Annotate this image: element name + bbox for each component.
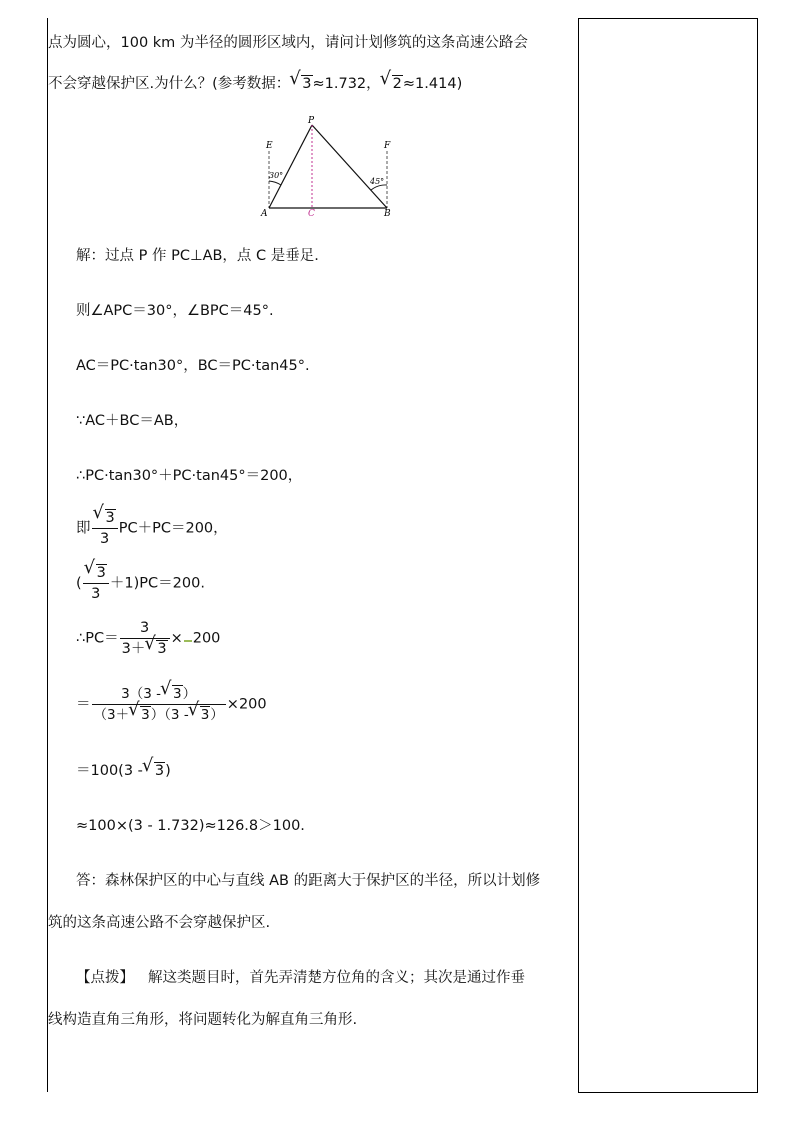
angle-arc-left bbox=[269, 181, 281, 185]
table-border-top bbox=[578, 18, 758, 19]
step-text: ) bbox=[165, 763, 171, 779]
sqrt-3 bbox=[131, 705, 151, 725]
fraction-denominator bbox=[120, 638, 170, 659]
triangle-diagram bbox=[255, 113, 405, 223]
table-border-middle bbox=[578, 18, 579, 1092]
fraction-rationalized bbox=[92, 684, 226, 725]
radicand: 3 bbox=[157, 641, 167, 657]
tip-label: 【点拨】 bbox=[76, 970, 134, 986]
tip-line-1 bbox=[76, 968, 525, 988]
sqrt-3 bbox=[191, 705, 211, 725]
answer-line-1: 答：森林保护区的中心与直线 AB 的距离大于保护区的半径，所以计划修 bbox=[76, 873, 541, 889]
answer-line-2: 筑的这条高速公路不会穿越保护区. bbox=[48, 915, 271, 931]
sqrt-3 bbox=[145, 761, 165, 781]
radicand: 3 bbox=[105, 510, 115, 526]
solution-step-5: ∴PC·tan30°＋PC·tan45°＝200， bbox=[76, 468, 303, 484]
problem-text: ≈1.732， bbox=[312, 76, 381, 92]
label-b: B bbox=[384, 209, 391, 219]
problem-line-1: 点为圆心，100 km 为半径的圆形区域内，请问计划修筑的这条高速公路会 bbox=[48, 35, 528, 51]
solution-step-8 bbox=[76, 618, 220, 659]
radicand: 2 bbox=[392, 76, 402, 92]
sqrt-3 bbox=[87, 563, 107, 583]
step-text: PC＋PC＝200， bbox=[118, 520, 228, 537]
solution-step-6 bbox=[76, 508, 228, 549]
tip-text: 解这类题目时，首先弄清楚方位角的含义；其次是通过作垂 bbox=[148, 970, 525, 986]
step-text: （3＋ bbox=[93, 707, 130, 723]
label-c: C bbox=[308, 209, 315, 219]
sqrt-3 bbox=[147, 639, 167, 659]
solution-step-9 bbox=[76, 684, 267, 725]
segment-ap bbox=[269, 125, 312, 208]
step-text: ∴PC＝ bbox=[76, 630, 119, 647]
fraction-denominator bbox=[92, 704, 226, 725]
step-text: ＋1)PC＝200. bbox=[109, 575, 205, 592]
sqrt-3 bbox=[292, 74, 312, 94]
fraction-sqrt3-over-3 bbox=[92, 508, 118, 549]
angle-label-left: 30° bbox=[269, 171, 284, 180]
step-text: 200 bbox=[192, 630, 221, 647]
radicand: 3 bbox=[96, 565, 106, 581]
problem-line-2 bbox=[48, 74, 462, 94]
radicand: 3 bbox=[200, 707, 210, 723]
fraction-numerator: 3 bbox=[139, 620, 150, 636]
radicand: 3 bbox=[302, 76, 312, 92]
solution-step-3: AC＝PC·tan30°，BC＝PC·tan45°. bbox=[76, 358, 310, 374]
sqrt-3 bbox=[163, 684, 183, 704]
fraction-numerator bbox=[92, 508, 118, 528]
label-e: E bbox=[266, 141, 273, 151]
label-p: P bbox=[308, 116, 315, 126]
radicand: 3 bbox=[173, 686, 182, 702]
step-text: ( bbox=[76, 575, 82, 592]
highlight-mark bbox=[184, 636, 192, 642]
step-text: 3＋ bbox=[121, 641, 146, 657]
tip-line-2: 线构造直角三角形，将问题转化为解直角三角形. bbox=[48, 1012, 358, 1028]
table-border-right bbox=[757, 18, 758, 1092]
table-border-bottom bbox=[578, 1092, 758, 1093]
fraction-denominator: 3 bbox=[92, 528, 118, 549]
fraction-numerator bbox=[92, 684, 226, 704]
label-a: A bbox=[261, 209, 268, 219]
fraction-sqrt3-over-3 bbox=[83, 563, 109, 604]
solution-step-7 bbox=[76, 563, 205, 604]
fraction-numerator bbox=[83, 563, 109, 583]
step-text: ＝ bbox=[76, 696, 91, 713]
segment-bp bbox=[312, 125, 387, 208]
step-text: × bbox=[170, 630, 183, 647]
angle-label-right: 45° bbox=[370, 177, 385, 186]
solution-step-10 bbox=[76, 761, 171, 781]
fraction-denominator: 3 bbox=[83, 583, 109, 604]
fraction-3-over-3-plus-sqrt3 bbox=[120, 618, 170, 659]
step-text: ）（3 - bbox=[150, 707, 189, 723]
radicand: 3 bbox=[141, 707, 150, 723]
problem-text: 不会穿越保护区.为什么？(参考数据： bbox=[48, 76, 291, 92]
step-text: ） bbox=[182, 686, 197, 702]
step-text: ＝100(3 - bbox=[76, 763, 143, 779]
radicand: 3 bbox=[154, 763, 165, 779]
solution-step-4: ∵AC＋BC＝AB， bbox=[76, 413, 189, 429]
label-f: F bbox=[384, 141, 391, 151]
step-text: ） bbox=[210, 707, 224, 723]
sqrt-2 bbox=[383, 74, 403, 94]
solution-step-11: ≈100×(3 - 1.732)≈126.8＞100. bbox=[76, 818, 305, 834]
solution-step-1: 解：过点 P 作 PC⊥AB，点 C 是垂足. bbox=[76, 248, 319, 264]
solution-step-2: 则∠APC＝30°，∠BPC＝45°. bbox=[76, 303, 274, 319]
step-text: ×200 bbox=[226, 696, 267, 713]
step-text: 即 bbox=[76, 520, 91, 537]
step-text: 3（3 - bbox=[121, 686, 162, 702]
problem-text: ≈1.414) bbox=[402, 76, 463, 92]
sqrt-3 bbox=[96, 508, 116, 528]
